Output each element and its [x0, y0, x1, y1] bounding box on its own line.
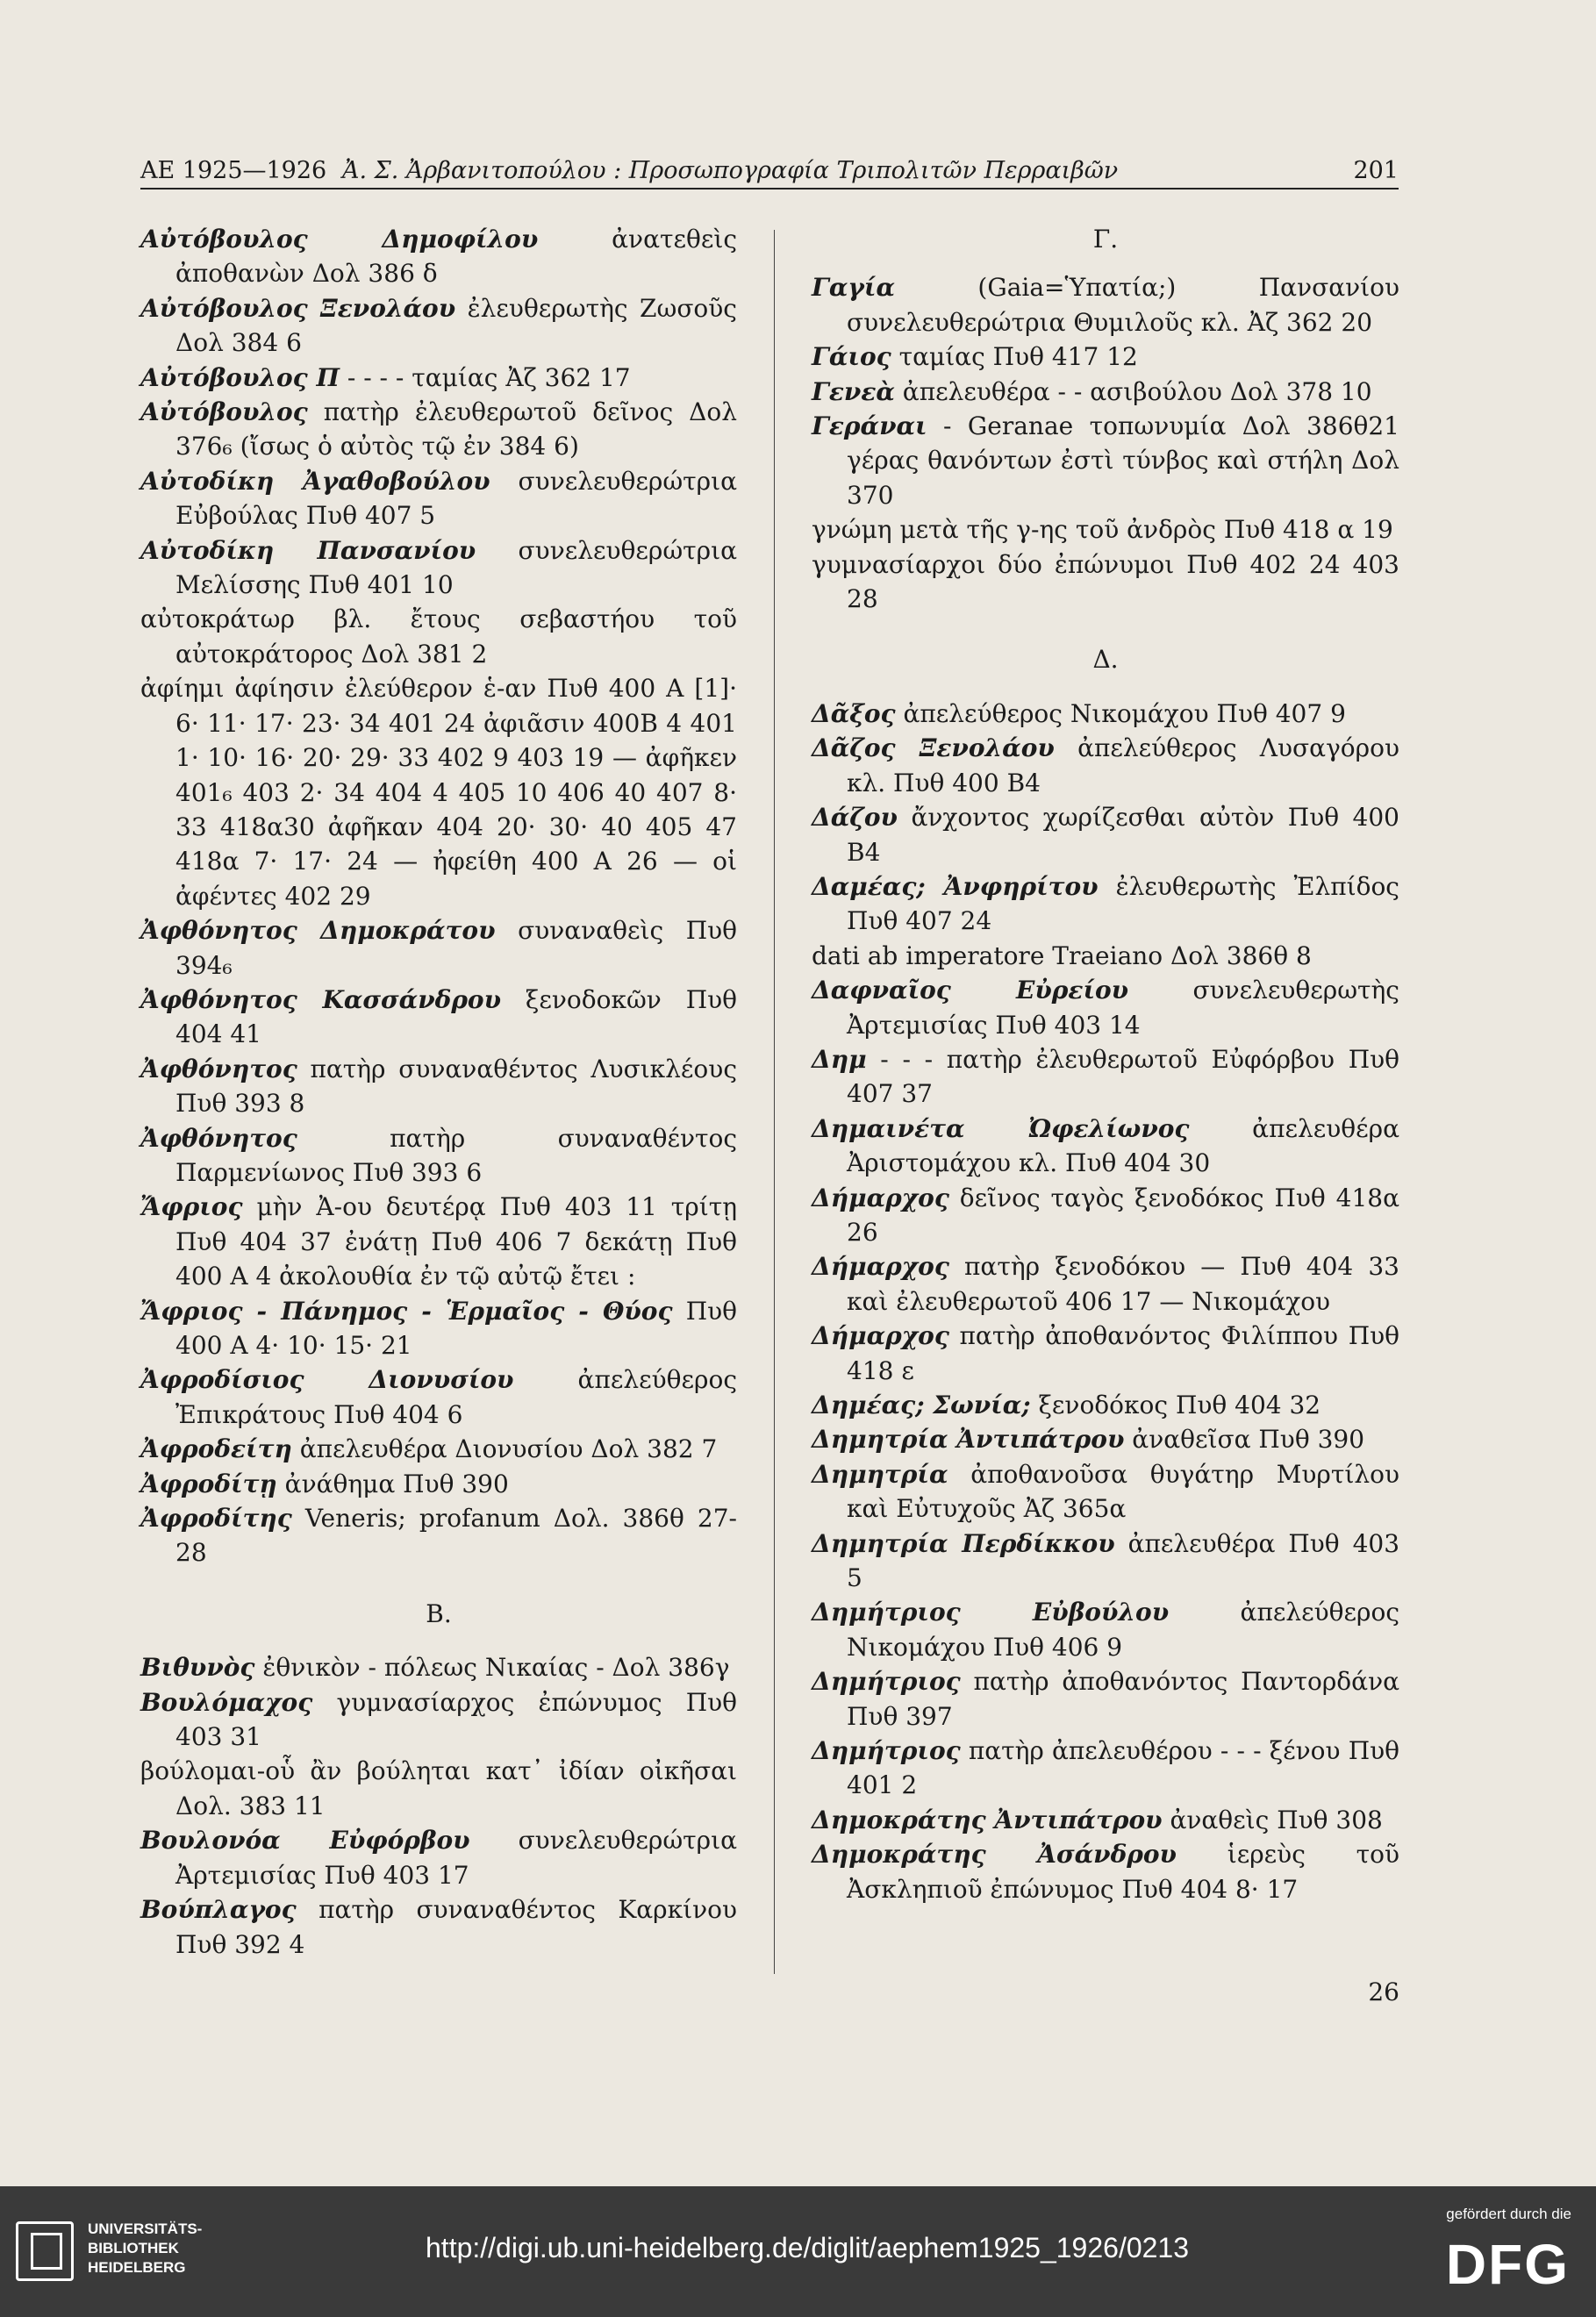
entry-headword: Αὐτόβουλος Π [140, 362, 340, 392]
entry-text: ἀνάθημα Πυθ 390 [276, 1469, 509, 1498]
entry-text: συνελευθερωτὴς Ἀρτεμισίας Πυθ 403 14 [847, 976, 1399, 1040]
index-entry [812, 1527, 1399, 1596]
index-entry [140, 1501, 737, 1570]
index-entry [812, 1388, 1399, 1422]
entry-text: ξενοδόκος Πυθ 404 32 [1030, 1391, 1321, 1420]
library-name [88, 2220, 202, 2278]
index-entry [140, 361, 737, 395]
funded-by-label: gefördert durch die [1446, 2206, 1571, 2222]
index-entry [812, 1595, 1399, 1664]
index-entry [812, 270, 1399, 340]
header-page-number: 201 [1353, 157, 1399, 184]
entry-text: πατὴρ συναναθέντος Λυσικλέους Πυθ 393 8 [175, 1054, 737, 1119]
column-divider [774, 230, 775, 1974]
entry-headword: Δημοκράτης Ἀσάνδρου [812, 1840, 1177, 1870]
entry-headword: Γενεὰ [812, 376, 895, 406]
entry-text: βούλομαι-οὗ ἂν βούληται κατ᾽ ἰδίαν οἰκῆσαι Δολ. 383 11 [140, 1756, 737, 1820]
entry-text: αὐτοκράτωρ βλ. ἔτους σεβαστήου τοῦ αὐτοκράτορος Δολ 381 2 [140, 604, 737, 669]
entry-headword: Δήμαρχος [812, 1183, 949, 1212]
permalink[interactable]: http://digi.ub.uni-heidelberg.de/diglit/aephem1925_1926/0213 [426, 2232, 1190, 2263]
entry-text: συνελευθερώτρια Μελίσσης Πυθ 401 10 [175, 535, 737, 600]
entry-text: ἀπελευθέρα Διονυσίου Δολ 382 7 [291, 1434, 718, 1464]
index-entry [812, 973, 1399, 1042]
entry-text: ἐλευθερωτὴς Ζωσοῦς Δολ 384 6 [175, 293, 737, 358]
index-entry [812, 869, 1399, 939]
index-entry [140, 1685, 737, 1755]
index-entry [812, 1042, 1399, 1112]
entry-headword: Δαφναῖος Εὐρείου [812, 976, 1129, 1005]
entry-text: ἀπελεύθερος Λυσαγόρου κλ. Πυθ 400 Β4 [847, 733, 1400, 797]
section-letter: Γ. [1092, 225, 1119, 254]
entry-headword: Αὐτόβουλος Ξενολάου [140, 293, 456, 323]
index-entry [812, 1457, 1399, 1527]
entry-headword: Αὐτοδίκη Ἀγαθοβούλου [140, 466, 490, 496]
index-entry [140, 1121, 737, 1191]
entry-text: πατὴρ ξενοδόκου — Πυθ 404 33 καὶ ἐλευθερωτοῦ 406 17 — Νικομάχου [847, 1252, 1399, 1316]
entry-headword: Δημέας; Σωνία; [812, 1391, 1031, 1420]
entry-headword: Γεράναι [812, 411, 927, 441]
index-entry [812, 547, 1399, 617]
entry-headword: Αὐτοδίκη Πανσανίου [140, 535, 476, 565]
entry-headword: Ἄφριος - Πάνημος - Ἑρμαῖος - Θύος [140, 1296, 673, 1326]
running-header [140, 147, 1399, 190]
entry-text: συνελευθερώτρια Εὐβούλας Πυθ 407 5 [175, 466, 737, 531]
entry-text: πατὴρ ἀποθανόντος Φιλίππου Πυθ 418 ε [847, 1321, 1399, 1385]
entry-text: ἀπελεύθερος Ἐπικράτους Πυθ 404 6 [175, 1365, 737, 1429]
index-entry [140, 1823, 737, 1892]
index-entry [812, 800, 1399, 869]
entry-text: ἀπελευθέρα Ἀριστομάχου κλ. Πυθ 404 30 [847, 1113, 1399, 1178]
library-name-line: HEIDELBERG [88, 2259, 186, 2276]
index-entry [812, 939, 1399, 973]
entry-text: dati ab imperatore Traeiano Δολ 386θ 8 [812, 940, 1312, 970]
entry-headword: Βουλόμαχος [140, 1687, 313, 1717]
article-title: Ἀ. Σ. Ἀρβανιτοπούλου : Προσωπογραφία Τριπολιτῶν Περραιβῶν [342, 157, 1119, 184]
entry-text: Veneris; profanum Δολ. 386θ 27-28 [175, 1504, 737, 1568]
index-entry [140, 671, 737, 913]
index-entry [140, 913, 737, 983]
entry-text: ἐθνικὸν - πόλεως Νικαίας - Δολ 386γ [254, 1653, 730, 1683]
index-entry [812, 409, 1399, 512]
entry-text: πατὴρ ἐλευθερωτοῦ δεῖνος Δολ 376₆ (ἴσως ὁ αὐτὸς τῷ ἐν 384 6) [175, 397, 737, 461]
index-entry [140, 222, 737, 291]
entry-text: ταμίας Πυθ 417 12 [891, 342, 1138, 372]
entry-text: ἀποθανοῦσα θυγάτηρ Μυρτίλου καὶ Εὐτυχοῦς Ἀζ 365α [847, 1459, 1399, 1524]
entry-text: ἀπελευθέρα - - ασιβούλου Δολ 378 10 [894, 376, 1372, 406]
entry-headword: Ἀφθόνητος [140, 1123, 297, 1153]
index-entry [812, 1112, 1399, 1181]
entry-headword: Δήμαρχος [812, 1321, 949, 1351]
entry-headword: Δημητρία Περδίκκου [812, 1528, 1115, 1558]
entry-headword: Ἀφροδίτης [140, 1504, 292, 1534]
entry-headword: Δημήτριος [812, 1667, 961, 1697]
index-entry [140, 395, 737, 464]
entry-text: ἀφίημι ἀφίησιν ἐλεύθερον ἑ-αν Πυθ 400 Α [1]· 6· 11· 17· 23· 34 401 24 ἀφιᾶσιν 400Β 4 401 1· 10· 16· 20· 29· 33 402 9 403 19 — ἀφῆκεν 401₆ 403 2· 34 404 4 405 10 406 40 407 8· 33 418α30 ἀφῆκαν 404 20· 30· 40 405 47 418α 7· 17· 24 — ἠφείθη 400 Α 26 — οἱ ἀφέντες 402 29 [140, 674, 737, 911]
entry-text: ἀναθεὶς Πυθ 308 [1162, 1805, 1383, 1834]
library-name-line: BIBLIOTHEK [88, 2240, 179, 2256]
entry-text: πατὴρ ἀποθανόντος Παντορδάνα Πυθ 397 [847, 1667, 1399, 1731]
entry-headword: Ἀφροδείτη [140, 1434, 292, 1464]
entry-headword: Δημητρία Ἀντιπάτρου [812, 1425, 1125, 1455]
index-entry [140, 1467, 737, 1501]
entry-text: (Gaia=Ὑπατία;) Πανσανίου συνελευθερώτρια Θυμιλοῦς κλ. Ἀζ 362 20 [847, 273, 1399, 337]
entry-text: - - - πατὴρ ἐλευθερωτοῦ Εὐφόρβου Πυθ 407 37 [847, 1044, 1399, 1109]
entry-text: γυμνασίαρχοι δύο ἐπώνυμοι Πυθ 402 24 403 28 [812, 549, 1399, 614]
entry-text: πατὴρ συναναθέντος Καρκίνου Πυθ 392 4 [175, 1895, 737, 1959]
entry-text: πατὴρ ἀπελευθέρου - - - ξένου Πυθ 401 2 [847, 1736, 1399, 1800]
section-letter: Β. [426, 1598, 452, 1628]
entry-headword: Αὐτόβουλος [140, 397, 308, 427]
entry-headword: Ἀφροδίτῃ [140, 1469, 277, 1498]
section-letter: Δ. [1092, 645, 1119, 675]
entry-text: δεῖνος ταγὸς ξενοδόκος Πυθ 418α 26 [847, 1183, 1399, 1247]
index-entry [140, 1432, 737, 1466]
index-entry [140, 1362, 737, 1432]
entry-text: ἀπελεύθερος Νικομάχου Πυθ 407 9 [895, 698, 1346, 728]
index-entry [140, 1052, 737, 1121]
index-entry [812, 1422, 1399, 1456]
index-entry [140, 464, 737, 533]
index-entry [140, 1190, 737, 1293]
entry-headword: Ἀφθόνητος Κασσάνδρου [140, 984, 502, 1014]
entry-headword: Δημαινέτα Ὠφελίωνος [812, 1113, 1190, 1143]
entry-text: ἀπελευθέρα Πυθ 403 5 [847, 1528, 1400, 1593]
index-entry [812, 1803, 1399, 1837]
header-rule [140, 188, 1399, 190]
entry-headword: Δημήτριος [812, 1736, 961, 1766]
index-entry [812, 1837, 1399, 1906]
entry-headword: Ἀφροδίσιος Διονυσίου [140, 1365, 514, 1395]
entry-headword: Ἀφθόνητος Δημοκράτου [140, 916, 496, 946]
index-entry [140, 291, 737, 361]
index-entry [812, 1734, 1399, 1803]
index-entry [140, 602, 737, 671]
index-entry [812, 512, 1399, 547]
index-entry [140, 1754, 737, 1823]
entry-text: ἄνχοντος χωρίζεσθαι αὐτὸν Πυθ 400 Β4 [847, 803, 1399, 867]
entry-text: μὴν Ἀ-ου δευτέρᾳ Πυθ 403 11 τρίτῃ Πυθ 404 37 ἐνάτῃ Πυθ 406 7 δεκάτῃ Πυθ 400 Α 4 ἀκολουθία ἐν τῷ αὐτῷ ἔτει : [175, 1192, 737, 1291]
index-entry [812, 1249, 1399, 1319]
entry-headword: Ἄφριος [140, 1192, 243, 1222]
entry-headword: Δαμέας; Ἀνφηρίτου [812, 871, 1099, 901]
library-logo-icon [16, 2221, 74, 2281]
signature-number: 26 [1368, 1977, 1399, 2006]
entry-headword: Δήμαρχος [812, 1252, 949, 1282]
entry-headword: Βούπλαγος [140, 1895, 297, 1925]
entry-headword: Γαγία [812, 273, 896, 303]
entry-headword: Γάιος [812, 342, 891, 372]
index-entry [140, 983, 737, 1052]
entry-text: - Geranae τοπωνυμία Δολ 386θ21 γέρας θανόντων ἐστὶ τύνβος καὶ στήλη Δολ 370 [847, 411, 1399, 510]
entry-headword: Δημήτριος Εὐβούλου [812, 1598, 1170, 1627]
entry-headword: Δᾶξος [812, 698, 896, 728]
entry-text: - - - - ταμίας Ἀζ 362 17 [339, 362, 631, 392]
entry-headword: Βιθυνὸς [140, 1653, 255, 1683]
index-entry [812, 1319, 1399, 1388]
entry-text: ξενοδοκῶν Πυθ 404 41 [175, 984, 737, 1049]
entry-text: συνελευθερώτρια Ἀρτεμισίας Πυθ 403 17 [175, 1826, 737, 1890]
entry-text: γυμνασίαρχος ἐπώνυμος Πυθ 403 31 [175, 1687, 737, 1752]
dfg-logo: DFG [1445, 2233, 1570, 2296]
entry-headword: Δάζου [812, 803, 898, 833]
index-entry [812, 375, 1399, 409]
entry-headword: Δημ [812, 1044, 867, 1074]
entry-text: ἀναθεῖσα Πυθ 390 [1124, 1425, 1365, 1455]
index-entry [140, 1892, 737, 1962]
journal-volume: AE 1925—1926 [140, 157, 327, 184]
index-entry [812, 1664, 1399, 1734]
index-entry [812, 697, 1399, 731]
index-entry [812, 1181, 1399, 1250]
entry-text: πατὴρ συναναθέντος Παρμενίωνος Πυθ 393 6 [175, 1123, 737, 1187]
index-entry [140, 533, 737, 603]
footer-bar [0, 2186, 1596, 2317]
library-name-line: UNIVERSITÄTS- [88, 2220, 203, 2237]
entry-text: συναναθεὶς Πυθ 394₆ [175, 916, 737, 980]
entry-headword: Δημητρία [812, 1459, 948, 1489]
entry-text: γνώμη μετὰ τῆς γ-ης τοῦ ἀνδρὸς Πυθ 418 α 19 [812, 515, 1393, 545]
left-column [140, 222, 737, 1962]
entry-headword: Δημοκράτης Ἀντιπάτρου [812, 1805, 1163, 1834]
entry-text: ἐλευθερωτὴς Ἐλπίδος Πυθ 407 24 [847, 871, 1399, 936]
entry-text: ἱερεὺς τοῦ Ἀσκληπιοῦ ἐπώνυμος Πυθ 404 8· 17 [847, 1840, 1399, 1904]
entry-headword: Ἀφθόνητος [140, 1054, 297, 1083]
index-entry [812, 731, 1399, 800]
entry-text: ἀνατεθεὶς ἀποθανὼν Δολ 386 δ [175, 225, 737, 289]
entry-headword: Βουλονόα Εὐφόρβου [140, 1826, 470, 1856]
entry-text: Πυθ 400 Α 4· 10· 15· 21 [175, 1296, 737, 1360]
entry-headword: Δᾶζος Ξενολάου [812, 733, 1055, 763]
index-entry [140, 1294, 737, 1363]
entry-text: ἀπελεύθερος Νικομάχου Πυθ 406 9 [847, 1598, 1400, 1662]
index-entry [140, 1650, 737, 1684]
entry-headword: Αὐτόβουλος Δημοφίλου [140, 225, 539, 254]
right-column [812, 222, 1399, 1906]
index-entry [812, 340, 1399, 374]
